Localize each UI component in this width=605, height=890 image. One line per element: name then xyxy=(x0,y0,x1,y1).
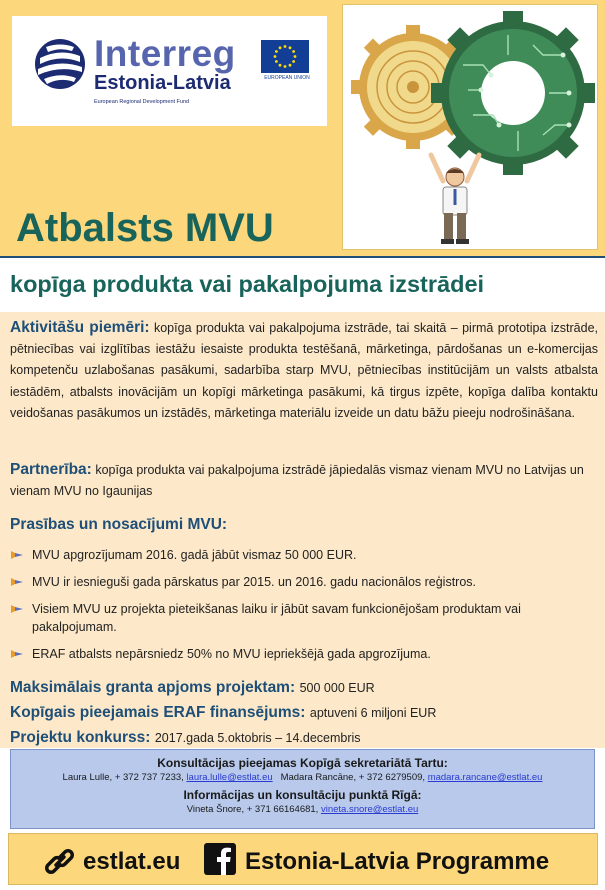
email-link-2[interactable]: madara.rancane@estlat.eu xyxy=(427,772,543,783)
circuit-gear-icon xyxy=(431,11,595,175)
requirements-list xyxy=(10,546,598,663)
eu-label: EUROPEAN UNION xyxy=(264,75,310,81)
call-period-value: 2017.gada 5.oktobris – 14.decembris xyxy=(154,731,361,745)
max-grant-row xyxy=(10,677,375,699)
max-grant-value: 500 000 EUR xyxy=(299,681,375,695)
bullet-icon xyxy=(10,549,24,561)
requirement-text: ERAF atbalsts nepārsniedz 50% no MVU iepriekšējā gada apgrozījuma. xyxy=(32,647,431,661)
max-grant-label: Maksimālais granta apjoms projektam: xyxy=(10,679,296,696)
tartu-heading: Konsultācijas pieejamas Kopīgā sekretariātā Tartu: xyxy=(157,756,448,770)
list-item xyxy=(10,600,598,636)
bullet-icon xyxy=(10,576,24,588)
email-link-3[interactable]: vineta.snore@estlat.eu xyxy=(320,804,419,815)
footer xyxy=(8,833,598,885)
requirement-text: MVU ir iesnieguši gada pārskatus par 2015. un 2016. gadu nacionālos reģistros. xyxy=(32,575,477,589)
email-link-1[interactable]: laura.lulle@estlat.eu xyxy=(186,772,273,783)
partnership-section xyxy=(10,459,598,502)
facebook-link[interactable]: Estonia-Latvia Programme xyxy=(245,848,550,875)
requirement-text: Visiem MVU uz projekta pieteikšanas laiku ir jābūt savam funkcionējošam produktam vai pakalpojumam. xyxy=(32,602,521,634)
interreg-globe-icon xyxy=(34,38,86,90)
total-funding-value: aptuveni 6 miljoni EUR xyxy=(309,706,437,720)
person-lifting-icon xyxy=(431,155,479,244)
contact-person-2: Madara Rancāne, + 372 6279509, xyxy=(280,772,426,783)
list-item xyxy=(10,546,598,564)
eu-flag-icon xyxy=(261,40,309,73)
gears-illustration xyxy=(342,4,598,250)
bullet-icon xyxy=(10,603,24,615)
list-item xyxy=(10,645,598,663)
website-link[interactable]: estlat.eu xyxy=(83,848,181,875)
riga-contacts xyxy=(11,803,594,817)
total-funding-row xyxy=(10,702,436,724)
riga-heading: Informācijas un konsultāciju punktā Rīgā: xyxy=(183,788,422,802)
tartu-contacts xyxy=(11,771,594,785)
activities-label: Aktivitāšu piemēri: xyxy=(10,319,150,336)
logo-brand: Interreg xyxy=(94,33,236,74)
interreg-logo xyxy=(12,16,327,126)
partnership-text: kopīga produkta vai pakalpojuma izstrādē jāpiedalās vismaz vienam MVU no Latvijas un vienam MVU no Igaunijas xyxy=(10,463,584,499)
contact-person-1: Laura Lulle, + 372 737 7233, xyxy=(62,772,184,783)
contacts-box xyxy=(10,749,595,829)
list-item xyxy=(10,573,598,591)
total-funding-label: Kopīgais pieejamais ERAF finansējums: xyxy=(10,704,306,721)
requirements-heading: Prasības un nosacījumi MVU: xyxy=(10,516,228,533)
logo-subtitle: Estonia-Latvia xyxy=(94,72,231,94)
facebook-icon xyxy=(204,843,236,875)
activities-text: kopīga produkta vai pakalpojuma izstrāde, tai skaitā – pirmā prototipa izstrāde, pētniecības vai izglītības iestāžu iesaiste produkta testēšanā, mārketinga, pārdošanas un e-komercijas kompetenču uzlabošanas pasākumi, sadarbība starp MVU, pētniecības institūcijām un valsts atbalsta iestādēm, atbalsts inovācijām un kopīgi mārketinga pasākumi, kā tirgus izpēte, kopīga dalība kontaktu veidošanas pasākumos un izstādēs, mārketinga materiālu izveide un datu bāžu pieeju nodrošināšana. xyxy=(10,321,598,420)
logo-fund: European Regional Development Fund xyxy=(94,99,190,105)
link-icon xyxy=(45,846,75,876)
activities-section xyxy=(10,317,598,424)
requirement-text: MVU apgrozījumam 2016. gadā jābūt vismaz 50 000 EUR. xyxy=(32,548,357,562)
call-period-label: Projektu konkurss: xyxy=(10,729,151,746)
header-banner xyxy=(0,0,605,256)
page-subtitle: kopīga produkta vai pakalpojuma izstrādei xyxy=(10,271,485,297)
contact-person-3: Vineta Šnore, + 371 66164681, xyxy=(186,804,319,815)
page-title: Atbalsts MVU xyxy=(16,206,274,250)
partnership-label: Partnerība: xyxy=(10,461,92,478)
bullet-icon xyxy=(10,648,24,660)
call-period-row xyxy=(10,727,361,749)
